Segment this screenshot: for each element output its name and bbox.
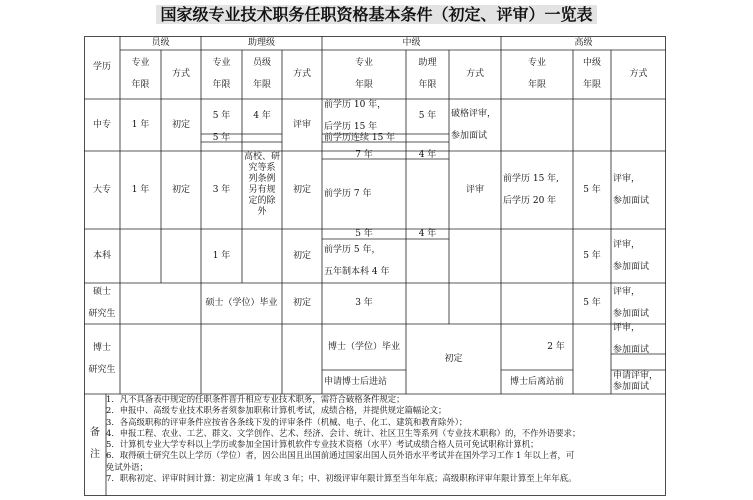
benke-zhu-method: 初定 xyxy=(292,250,311,261)
header-zhong-zhuanye: 专业 年限 xyxy=(354,58,373,90)
note-line: 3．各高级职称的评审条件应按省各条线下发的评审条件（机械、电子、化工、建筑和教育除外）； xyxy=(106,416,468,427)
dazhuan-gao-prior: 前学历 15 年, 后学历 20 年 xyxy=(503,173,560,206)
dazhuan-zhu-years: 3 年 xyxy=(212,184,231,195)
row-label-shuoshi: 硕士 研究生 xyxy=(88,287,116,319)
boshi-gao-years: 2 年 xyxy=(547,341,565,352)
boshi-zhong-grad: 博士（学位）毕业 xyxy=(327,341,400,352)
note-line: 5．计算机专业大学专科以上学历或参加全国计算机软件专业技术资格（水平）考试成绩合格人员可免试职称计算机； xyxy=(106,439,539,450)
header-zhu-fangshi: 方式 xyxy=(292,69,311,79)
benke-zhong-zhuli: 4 年 xyxy=(418,228,437,239)
zhongzhuan-zhong-method: 破格评审， 参加面试 xyxy=(451,108,497,141)
boshi-zhong-postdoc: 申请博士后进站 xyxy=(324,376,388,387)
page-title-text: 国家级专业技术职务任职资格基本条件（初定、评审）一览表 xyxy=(156,5,596,24)
note-line: 6．取得硕士研究生以上学历（学位）者，因公出国且出国前通过国家出国人员外语水平考试并在国外学习工作 1 年以上者，可 xyxy=(106,450,575,461)
dazhuan-zhong-zhuli: 4 年 xyxy=(418,149,437,160)
boshi-gao-postdoc: 博士后离站前 xyxy=(509,376,564,387)
dazhuan-zhong-prior: 前学历 7 年 xyxy=(324,188,372,199)
boshi-zhong-method: 初定 xyxy=(444,353,463,364)
shuoshi-zhong-years: 3 年 xyxy=(355,298,373,308)
benke-zhong-years: 5 年 xyxy=(355,228,373,239)
zhongzhuan-zhong-prior: 前学历 10 年， 后学历 15 年 xyxy=(324,100,387,132)
note-line: 2．申报中、高级专业技术职务者须参加职称计算机考试，成绩合格，并提供规定篇幅论文； xyxy=(106,405,447,416)
boshi-gao-method-b: 申请评审， 参加面试 xyxy=(613,371,659,392)
header-zhong-fangshi: 方式 xyxy=(465,69,484,79)
header-zhu-yuanji: 员级 年限 xyxy=(252,58,271,90)
dazhuan-zhong-method: 评审 xyxy=(465,184,484,195)
header-yuanji: 员级 xyxy=(151,37,170,48)
header-zhong-zhuli: 助理 年限 xyxy=(418,58,437,90)
shuoshi-gao-method: 评审， 参加面试 xyxy=(613,287,650,319)
header-zhu-zhuanye: 专业 年限 xyxy=(212,58,231,90)
dazhuan-yuan-years: 1 年 xyxy=(131,184,150,195)
row-label-benke: 本科 xyxy=(92,250,111,261)
zhongzhuan-zhong-prior-cont: 前学历连续 15 年 xyxy=(324,132,396,143)
notes-label xyxy=(84,394,106,494)
header-gao-fangshi: 方式 xyxy=(629,69,648,79)
shuoshi-zhu-method: 初定 xyxy=(292,298,311,308)
header-xueli: 学历 xyxy=(92,62,111,72)
header-gaoji: 高级 xyxy=(574,37,593,48)
note-line: 4．申报工程、农业、工艺、群文、文学创作、艺术、经济、会计、统计、社区卫生等系列（专业技术职称）的，不作外语要求； xyxy=(106,427,581,438)
header-gao-zhongji: 中级 年限 xyxy=(582,58,601,90)
dazhuan-zhu-method: 初定 xyxy=(292,184,311,195)
row-label-boshi: 博士 研究生 xyxy=(88,342,116,375)
note-line: 7．职称初定、评审时间计算：初定应满 1 年或 3 年；中、初级评审年限计算至当年年底；高级职称评审年限计算至上年年底。 xyxy=(106,473,577,484)
qualification-table xyxy=(84,36,666,496)
page-title xyxy=(0,0,753,30)
dazhuan-gao-method: 评审， 参加面试 xyxy=(613,173,650,206)
benke-zhong-prior: 前学历 5 年， 五年制本科 4 年 xyxy=(324,244,390,277)
zhongzhuan-zhong-zhuli: 5 年 xyxy=(418,111,437,121)
row-label-dazhuan: 大专 xyxy=(92,184,111,195)
boshi-gao-method-a: 评审， 参加面试 xyxy=(613,322,650,355)
header-yuan-zhuanye: 专业 年限 xyxy=(131,58,150,90)
shuoshi-zhu-span: 硕士（学位）毕业 xyxy=(205,298,278,308)
header-zhongji: 中级 xyxy=(402,37,421,48)
header-yuan-fangshi: 方式 xyxy=(171,69,190,79)
zhongzhuan-zhu-method: 评审 xyxy=(292,119,311,130)
zhongzhuan-zhu-years-b: 5 年 xyxy=(212,132,231,143)
benke-gao-method: 评审， 参加面试 xyxy=(613,239,650,272)
header-gao-zhuanye: 专业 年限 xyxy=(527,58,546,90)
note-line: 免试外语； xyxy=(106,461,148,472)
notes-label-b: 注 xyxy=(90,449,100,460)
dazhuan-gao-zhongji: 5 年 xyxy=(583,184,601,195)
dazhuan-yuan-method: 初定 xyxy=(171,184,190,195)
dazhuan-zhu-note: 高校、研 究等系 列条例 另有规 定的除 外 xyxy=(243,152,280,217)
notes-label-a: 备 xyxy=(90,427,100,438)
shuoshi-gao-zhongji: 5 年 xyxy=(583,298,601,308)
notes-list xyxy=(106,394,664,484)
dazhuan-zhong-years: 7 年 xyxy=(355,149,373,160)
zhongzhuan-yuan-years: 1 年 xyxy=(131,119,150,130)
benke-zhu-years: 1 年 xyxy=(212,250,231,261)
zhongzhuan-zhu-years-a: 5 年 xyxy=(212,111,231,121)
note-line: 1．凡不具备表中规定的任职条件晋升相应专业技术职务，需符合破格条件规定； xyxy=(106,394,405,404)
row-label-zhongzhuan: 中专 xyxy=(92,119,111,130)
zhongzhuan-yuan-method: 初定 xyxy=(171,119,190,130)
benke-gao-zhongji: 5 年 xyxy=(583,250,601,261)
header-zhuliji: 助理级 xyxy=(247,37,275,48)
zhongzhuan-zhu-yuan-a: 4 年 xyxy=(253,111,271,121)
